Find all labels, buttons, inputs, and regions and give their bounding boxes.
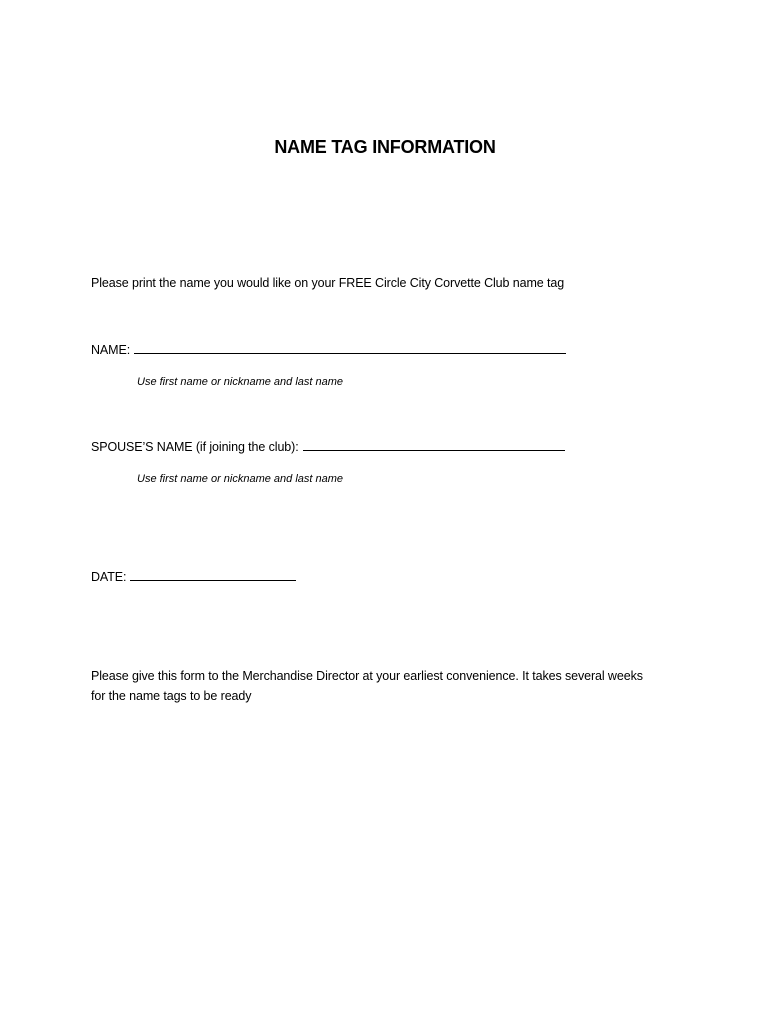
page-title: NAME TAG INFORMATION bbox=[274, 137, 496, 157]
footer-note-line-1: Please give this form to the Merchandise Director at your earliest convenience. It takes several weeks bbox=[91, 669, 643, 683]
date-field-row bbox=[91, 569, 296, 584]
instruction-text: Please print the name you would like on your FREE Circle City Corvette Club name tag bbox=[91, 276, 565, 290]
spouse-field-label: SPOUSE’S NAME (if joining the club): bbox=[91, 440, 299, 454]
spouse-field-hint: Use first name or nickname and last name bbox=[137, 473, 344, 485]
name-field-hint: Use first name or nickname and last name bbox=[137, 376, 344, 388]
name-field-label: NAME: bbox=[91, 343, 131, 357]
footer-note-line-2: for the name tags to be ready bbox=[91, 689, 252, 703]
date-field-label: DATE: bbox=[91, 570, 127, 584]
spouse-field-row bbox=[91, 439, 565, 454]
name-field-row bbox=[91, 342, 566, 357]
name-blank-line[interactable] bbox=[134, 342, 566, 354]
spouse-blank-line[interactable] bbox=[303, 439, 565, 451]
footer-note bbox=[91, 666, 681, 706]
date-blank-line[interactable] bbox=[130, 569, 296, 581]
